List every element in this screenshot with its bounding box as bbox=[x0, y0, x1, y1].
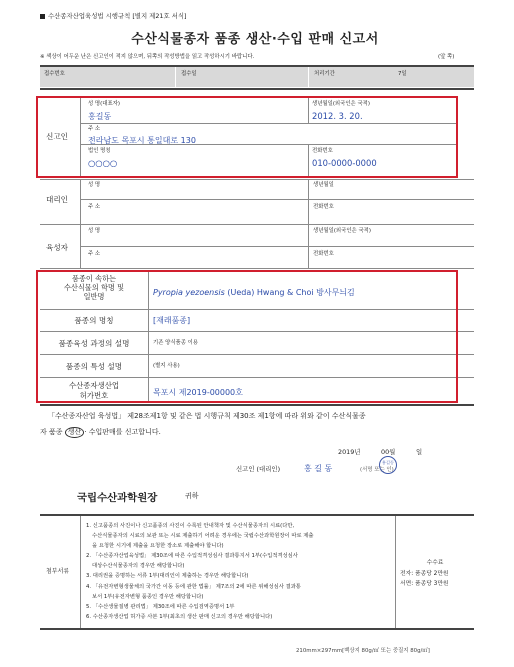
attachment-item: 보서 1부(유전자변형 품종인 경우만 해당합니다) bbox=[92, 593, 204, 600]
declaration-text: · 수입판매를 신고합니다. bbox=[84, 428, 161, 436]
attachments-divider bbox=[395, 516, 396, 628]
applicant-name-value: 홍길동 bbox=[88, 112, 112, 121]
attachment-item: 3. 대리권을 증명하는 서류 1부(대리인이 제출하는 경우만 해당합니다) bbox=[86, 573, 249, 580]
page-side-note: (앞 쪽) bbox=[438, 54, 455, 60]
processing-period-label: 처리기간 bbox=[314, 71, 335, 77]
row-line bbox=[80, 246, 474, 247]
law-reference-text: 수산종자산업육성법 시행규칙 [별지 제21호 서식] bbox=[48, 12, 187, 20]
attachment-item: 1. 신고품종의 사진이나 신고품종의 사진이 수록된 안내책자 및 수산식물종자의 시료(다만, bbox=[86, 523, 295, 529]
agent-section-label: 대리인 bbox=[46, 195, 69, 204]
scientific-name-label-line: 수산식물의 학명 및 bbox=[63, 282, 125, 292]
paper-spec-footer: 210mm×297mm[백상지 80g/㎡ 또는 중질지 80g/㎡] bbox=[296, 648, 430, 654]
signer-label: 신고인 (대리인) bbox=[236, 465, 281, 473]
seal-stamp-text: 홍길동 bbox=[381, 460, 395, 465]
fee-electronic: 전자: 품종당 2만원 bbox=[400, 571, 449, 577]
attachment-item: 5. 「수산생물질병 관리법」 제30조에 따른 수입검역증명서 1부 bbox=[86, 603, 235, 610]
law-reference bbox=[40, 13, 187, 20]
attachment-item: 수산식물종자의 시료의 보관 또는 시료 제출하기 어려운 경우에는 국립수산과학원장이 따로 제출 bbox=[92, 533, 314, 540]
date-day: 일 bbox=[416, 448, 423, 456]
receipt-number-label: 접수번호 bbox=[44, 71, 65, 77]
applicant-address-label: 주 소 bbox=[88, 126, 101, 132]
applicant-highlight-box bbox=[36, 96, 458, 178]
applicant-corp-value: ○○○○ bbox=[88, 158, 118, 168]
applicant-address-value: 전라남도 목포시 통일대로 130 bbox=[88, 136, 196, 145]
attachments-list bbox=[86, 521, 314, 622]
attachment-item: 6. 수산종자생산업 허가증 사본 1부(최초의 생산 판매 신고의 경우만 해당합니다) bbox=[86, 613, 273, 620]
variety-highlight-box bbox=[36, 270, 458, 403]
breeder-address-label: 주 소 bbox=[88, 251, 101, 257]
date-year: 2019년 bbox=[338, 448, 361, 456]
breeder-name-label: 성 명 bbox=[88, 228, 101, 234]
seal-stamp-icon bbox=[379, 456, 397, 474]
receipt-bottom-border bbox=[40, 88, 474, 90]
attachment-item: 대상수산식물종자의 경우만 해당합니다) bbox=[92, 563, 185, 570]
scientific-name-rest: (Ueda) Hwang & Choi 방사무늬김 bbox=[227, 288, 355, 297]
agent-birth-label: 생년월일 bbox=[313, 182, 334, 188]
variety-feature-label: 품종의 특성 설명 bbox=[65, 362, 123, 371]
breeder-birth-label: 생년월일(외국인은 국적) bbox=[313, 228, 371, 234]
signer-name-value: 홍 길 동 bbox=[304, 464, 333, 473]
section-line bbox=[40, 268, 474, 269]
attachments-divider bbox=[80, 516, 81, 628]
breeding-process-label: 품종육성 과정의 설명 bbox=[58, 339, 130, 348]
row-line bbox=[80, 199, 474, 200]
scientific-name-italic: Pyropia yezoensis bbox=[153, 288, 225, 297]
applicant-name-label: 성 명(대표자) bbox=[88, 101, 120, 107]
receipt-date-label: 접수일 bbox=[181, 71, 197, 77]
breeder-phone-label: 전화번호 bbox=[313, 251, 334, 257]
attachment-item: 을 요청한 시기에 제출을 요청한 장소로 제출해야 합니다) bbox=[92, 543, 224, 550]
variety-feature-value: (별지 사용) bbox=[153, 363, 180, 369]
addressee-suffix: 귀하 bbox=[185, 492, 199, 500]
addressee: 국립수산과학원장 bbox=[77, 492, 158, 504]
variety-name-value: [재래품종] bbox=[153, 316, 191, 325]
section-divider bbox=[80, 179, 81, 224]
applicant-birth-label: 생년월일(외국인은 국적) bbox=[312, 101, 370, 107]
fee-label: 수수료 bbox=[426, 560, 444, 566]
applicant-phone-value: 010-0000-0000 bbox=[312, 158, 377, 168]
receipt-divider bbox=[308, 67, 309, 87]
license-number-value: 목포시 제2019-00000호 bbox=[153, 388, 243, 397]
declaration-line-2 bbox=[40, 427, 161, 438]
receipt-divider bbox=[175, 67, 176, 87]
circled-option-produce: 생산 bbox=[65, 427, 85, 438]
attachments-bottom-border bbox=[40, 628, 474, 630]
breeding-process-value: 기존 양식품종 이용 bbox=[153, 340, 199, 346]
section-line bbox=[40, 179, 474, 180]
agent-address-label: 주 소 bbox=[88, 204, 101, 210]
variety-name-label: 품종의 명칭 bbox=[74, 316, 114, 325]
declaration-line-1: 「수산종자산업 육성법」 제28조제1항 및 같은 법 시행규칙 제30조 제1항에 따라 위와 같이 수산식물종 bbox=[48, 412, 366, 420]
date-month: 00월 bbox=[381, 448, 396, 456]
applicant-birth-value: 2012. 3. 20. bbox=[312, 111, 363, 121]
declaration-text: 자 품종 bbox=[40, 428, 63, 436]
processing-period-value: 7일 bbox=[398, 71, 407, 77]
agent-phone-label: 전화번호 bbox=[313, 204, 334, 210]
license-number-label-line: 허가번호 bbox=[79, 390, 109, 400]
applicant-corp-label: 법인 명칭 bbox=[88, 148, 111, 154]
agent-name-label: 성 명 bbox=[88, 182, 101, 188]
attachment-item: 2. 「수산종자산업육성법」 제30조에 따른 수입적격성심사 결과통지서 1부(수입적격성심사 bbox=[86, 553, 298, 560]
license-number-label-line: 수산종자생산업 bbox=[69, 381, 119, 390]
table-bottom-border bbox=[40, 404, 474, 406]
signature-instruction: (서명 또는 인) bbox=[360, 467, 394, 473]
applicant-section-label: 신고인 bbox=[46, 132, 69, 141]
instruction-note: ※ 색상이 어두운 난은 신고인이 적지 않으며, 뒤쪽의 작성방법을 읽고 작성하시기 바랍니다. bbox=[40, 54, 255, 60]
breeder-section-label: 육성자 bbox=[46, 243, 69, 252]
scientific-name-label-line: 일반명 bbox=[83, 291, 105, 301]
attachments-label: 첨부서류 bbox=[46, 568, 70, 575]
scientific-name-label-line: 품종이 속하는 bbox=[72, 274, 116, 283]
section-line bbox=[40, 224, 474, 225]
fee-paper: 서면: 품종당 3만원 bbox=[400, 581, 449, 587]
page-title: 수산식물종자 품종 생산·수입 판매 신고서 bbox=[131, 32, 379, 47]
attachments-top-border bbox=[40, 514, 474, 516]
attachment-item: 4. 「유전자변형생물체의 국가간 이동 등에 관한 법률」 제7조의 2에 따른 위해성심사 결과통 bbox=[86, 583, 301, 590]
applicant-phone-label: 전화번호 bbox=[312, 148, 333, 154]
bullet-square-icon bbox=[40, 14, 45, 19]
receipt-row bbox=[40, 67, 474, 87]
col-divider bbox=[308, 179, 309, 224]
